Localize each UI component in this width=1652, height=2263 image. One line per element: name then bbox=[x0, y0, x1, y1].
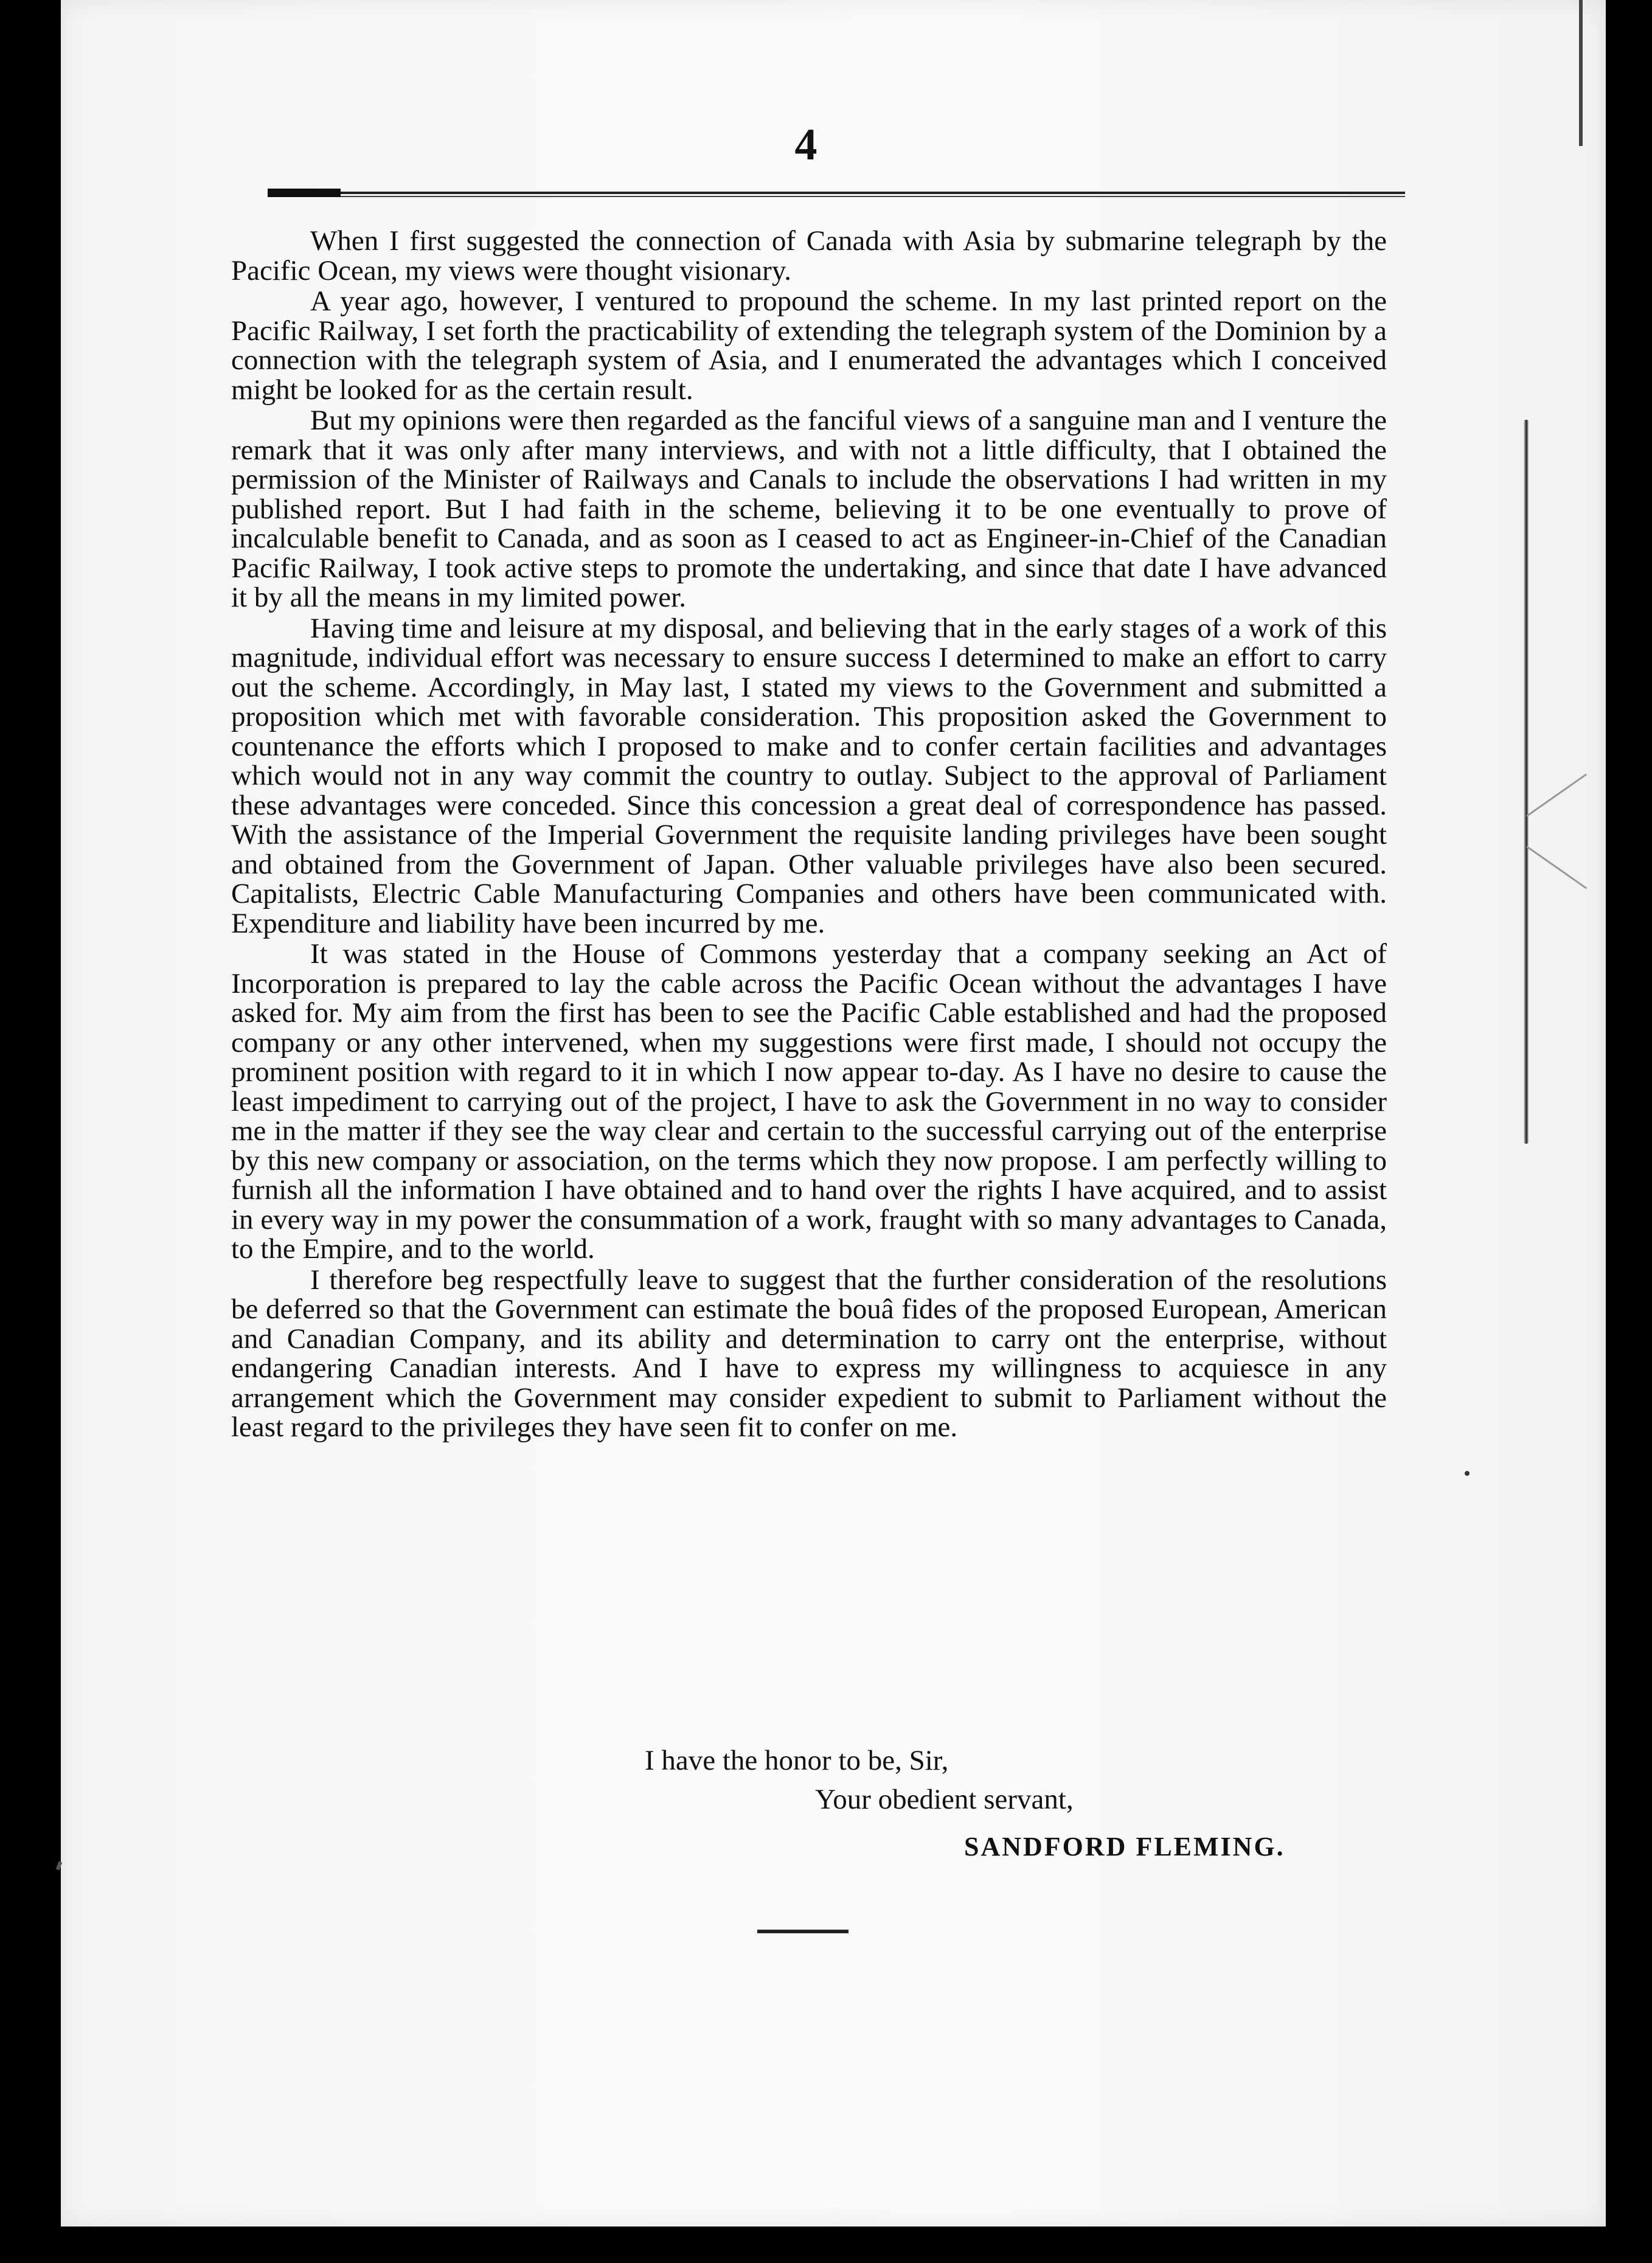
letter-body bbox=[231, 226, 1387, 1444]
page-edge-shadow bbox=[1579, 0, 1583, 146]
header-rule-line bbox=[268, 192, 1405, 194]
closing-servant-line: Your obedient servant, bbox=[815, 1784, 1074, 1815]
page-number: 4 bbox=[794, 120, 817, 170]
header-rule-accent bbox=[268, 189, 341, 197]
paragraph: Having time and leisure at my disposal, and believing that in the early stages of a work of this magnitude, individual effort was necessary to ensure success I determined to make an effort to carry out the scheme. Accordingly, in May last, I stated my views to the Government and submitted a proposition which met with favorable consideration. This proposition asked the Government to countenance the efforts which I proposed to make and to confer certain facilities and advantages which would not in any way commit the country to outlay. Subject to the approval of Parliament these advantages were conceded. Since this concession a great deal of correspondence has passed. With the assistance of the Imperial Government the requisite landing privileges have been sought and obtained from the Government of Japan. Other valuable privileges have also been secured. Capitalists, Electric Cable Manufacturing Companies and others have been communicated with. Expenditure and liability have been incurred by me. bbox=[231, 612, 1387, 939]
signature: SANDFORD FLEMING. bbox=[964, 1832, 1285, 1861]
paragraph: A year ago, however, I ventured to propound the scheme. In my last printed report on the Pacific Railway, I set forth the practicability of extending the telegraph system of the Dominion by a connection with the telegraph system of Asia, and I enumerated the advantages which I conceived might be looked for as the certain result. bbox=[231, 285, 1387, 406]
end-rule bbox=[757, 1930, 849, 1933]
paragraph: I therefore beg respectfully leave to suggest that the further consideration of the resolutions be deferred so that the Government can estimate the bouâ fides of the proposed European, American and Canadian Company, and its ability and determination to carry ont the enterprise, without endangering Canadian interests. And I have to express my willingness to acquiesce in any arrangement which the Government may consider expedient to submit to Parliament without the least regard to the privileges they have seen fit to confer on me. bbox=[231, 1264, 1387, 1443]
letter-closing bbox=[231, 1741, 1387, 1866]
paragraph: When I first suggested the connection of Canada with Asia by submarine telegraph by the Pacific Ocean, my views were thought visionary. bbox=[231, 225, 1387, 287]
closing-honor-line: I have the honor to be, Sir, bbox=[645, 1745, 949, 1776]
paragraph: But my opinions were then regarded as the fanciful views of a sanguine man and I venture the remark that it was only after many interviews, and with not a little difficulty, that I obtained the permission of the Minister of Railways and Canals to include the observations I had written in my published report. But I had faith in the scheme, believing it to be one eventually to prove of incalculable benefit to Canada, and as soon as I ceased to act as Engineer-in-Chief of the Canadian Pacific Railway, I took active steps to promote the undertaking, and since that date I have advanced it by all the means in my limited power. bbox=[231, 405, 1387, 613]
paragraph: It was stated in the House of Commons yesterday that a company seeking an Act of Incorporation is prepared to lay the cable across the Pacific Ocean without the advantages I have asked for. My aim from the first has been to see the Pacific Cable established and had the proposed company or any other intervened, when my suggestions were first made, I should not occupy the prominent position with regard to it in which I now appear to-day. As I have no desire to cause the least impediment to carrying out of the project, I have to ask the Government in no way to consider me in the matter if they see the way clear and certain to the successful carrying out of the enterprise by this new company or association, on the terms which they now propose. I am perfectly willing to furnish all the information I have obtained and to hand over the rights I have acquired, and to assist in every way in my power the consummation of a work, fraught with so many advantages to Canada, to the Empire, and to the world. bbox=[231, 938, 1387, 1265]
ink-speck bbox=[1465, 1471, 1470, 1476]
header-rule-line bbox=[268, 196, 1405, 197]
header-rule bbox=[268, 189, 1405, 200]
binding-fold bbox=[1524, 420, 1529, 1144]
